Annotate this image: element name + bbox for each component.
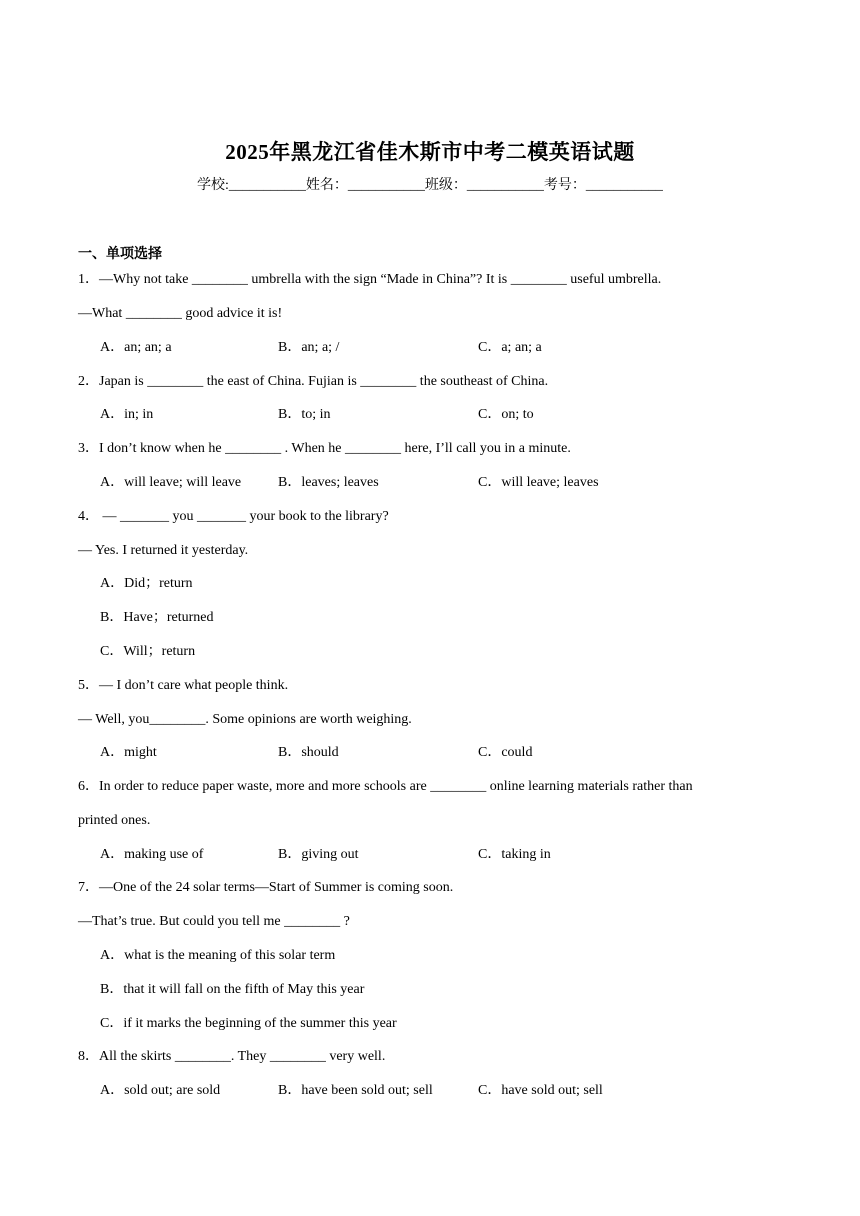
question-4-option-a: A．Did；return [100,576,193,591]
question-8-option-a: A．sold out; are sold [100,1083,221,1098]
question-6-stem: 6．In order to reduce paper waste, more and more schools are ________ online learning materials rather than [78,779,693,794]
question-4-option-c: C．Will；return [100,644,196,659]
question-7-reply: —That’s true. But could you tell me ________ ? [78,914,350,929]
section-heading: 一、单项选择 [78,247,162,262]
question-3-option-c: C．will leave; leaves [478,475,599,490]
question-5-stem: 5．— I don’t care what people think. [78,678,289,693]
question-4-stem: 4． — _______ you _______ your book to the library? [78,509,389,524]
question-6-stem-continued: printed ones. [78,813,151,828]
question-6-option-c: C．taking in [478,847,551,862]
question-7-option-a: A．what is the meaning of this solar term [100,948,336,963]
question-6-option-a: A．making use of [100,847,204,862]
question-1-reply: —What ________ good advice it is! [78,306,283,321]
question-7-option-b: B．that it will fall on the fifth of May this year [100,982,365,997]
question-5-reply: — Well, you________. Some opinions are worth weighing. [78,712,412,727]
question-4-option-b: B．Have；returned [100,610,214,625]
question-2-option-a: A．in; in [100,407,154,422]
question-1-stem: 1．—Why not take ________ umbrella with the sign “Made in China”? It is ________ useful umbrella. [78,272,662,287]
question-8-option-b: B．have been sold out; sell [278,1083,433,1098]
question-3-option-a: A．will leave; will leave [100,475,242,490]
question-5-option-a: A．might [100,745,157,760]
question-4-reply: — Yes. I returned it yesterday. [78,543,249,558]
question-5-option-b: B．should [278,745,339,760]
question-1-option-b: B．an; a; / [278,340,340,355]
page-title: 2025年黑龙江省佳木斯市中考二模英语试题 [225,140,635,164]
question-2-option-c: C．on; to [478,407,534,422]
question-2-option-b: B．to; in [278,407,331,422]
question-5-option-c: C．could [478,745,533,760]
question-8-stem: 8．All the skirts ________. They ________ very well. [78,1049,386,1064]
question-1-option-a: A．an; an; a [100,340,172,355]
question-8-option-c: C．have sold out; sell [478,1083,603,1098]
student-info-line: 学校:___________姓名：___________班级：___________考号：___________ [197,178,663,193]
question-6-option-b: B．giving out [278,847,359,862]
question-7-stem: 7．—One of the 24 solar terms—Start of Summer is coming soon. [78,880,454,895]
question-1-option-c: C．a; an; a [478,340,542,355]
question-3-stem: 3．I don’t know when he ________ . When he ________ here, I’ll call you in a minute. [78,441,571,456]
question-3-option-b: B．leaves; leaves [278,475,379,490]
question-7-option-c: C．if it marks the beginning of the summer this year [100,1016,397,1031]
question-2-stem: 2．Japan is ________ the east of China. Fujian is ________ the southeast of China. [78,374,549,389]
